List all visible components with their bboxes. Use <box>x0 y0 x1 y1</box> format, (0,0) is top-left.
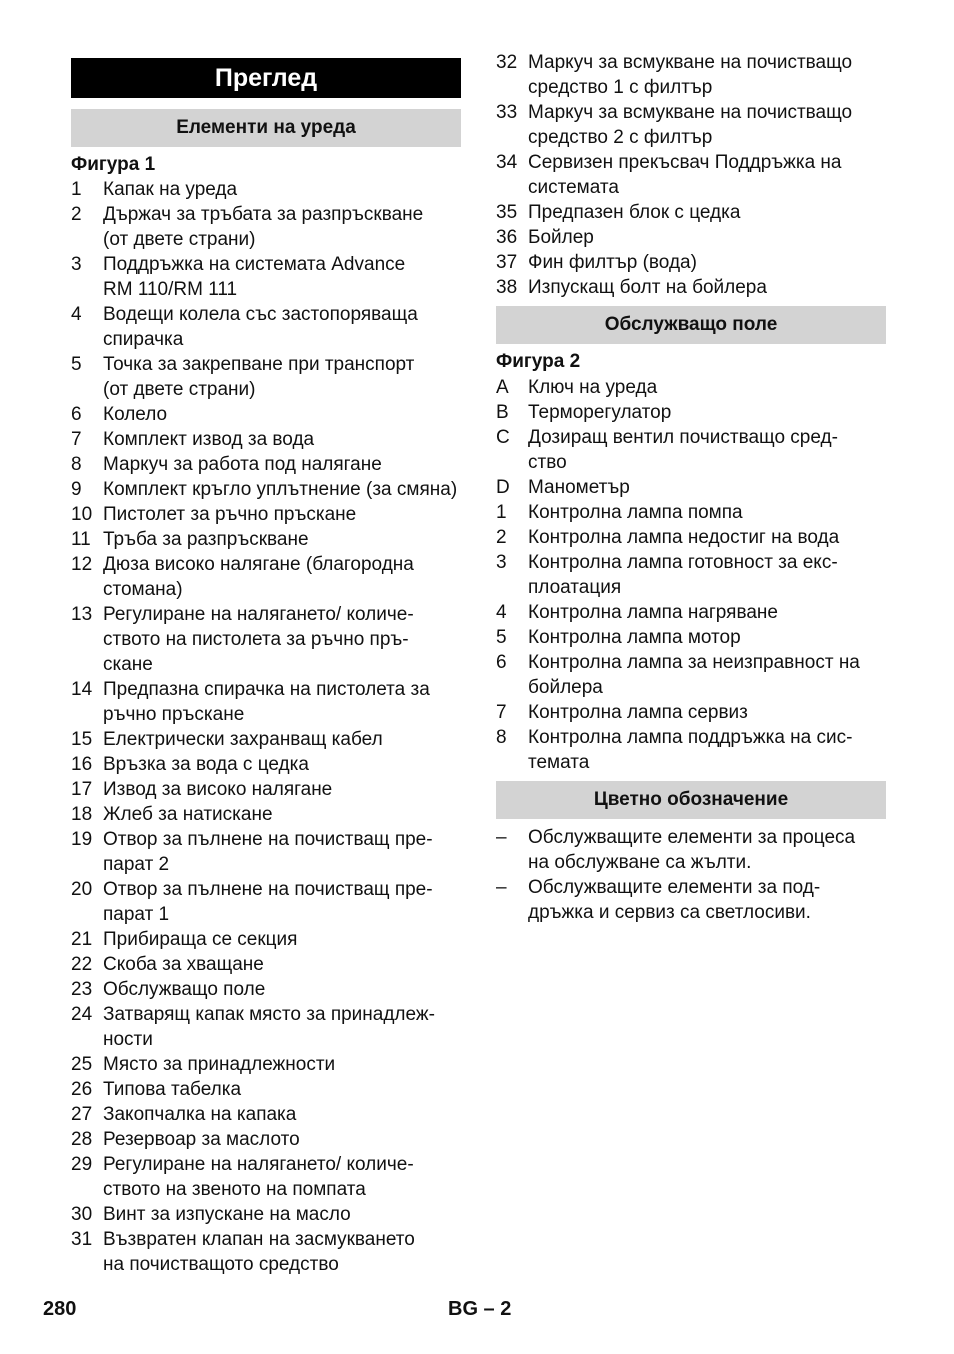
item-number: 5 <box>496 627 507 648</box>
item-number: 33 <box>496 102 518 123</box>
item-text: Отвор за пълнене на почистващ пре- парат 2 <box>103 829 433 875</box>
color-coding-list <box>496 825 886 925</box>
list-item <box>71 777 461 802</box>
list-item <box>496 600 886 625</box>
list-item <box>496 550 886 600</box>
item-text: Контролна лампа сервиз <box>528 702 748 723</box>
list-item <box>496 225 886 250</box>
item-number: 23 <box>71 979 93 1000</box>
item-text: Пистолет за ръчно пръскане <box>103 504 357 525</box>
item-number: 1 <box>71 179 82 200</box>
item-text: Предпазна спирачка на пистолета за ръчно пръскане <box>103 679 430 725</box>
item-number: 20 <box>71 879 93 900</box>
item-text: Маркуч за всмукване на почистващо средство 1 с филтър <box>528 52 853 98</box>
item-text: Извод за високо налягане <box>103 779 333 800</box>
figure-1-label: Фигура 1 <box>71 154 156 175</box>
list-item <box>496 875 886 925</box>
item-number: 6 <box>496 652 507 673</box>
item-number: 14 <box>71 679 93 700</box>
item-number: 9 <box>71 479 82 500</box>
list-item <box>71 502 461 527</box>
list-item <box>71 727 461 752</box>
list-item <box>71 427 461 452</box>
device-elements-list <box>71 177 461 1277</box>
item-text: Маркуч за работа под налягане <box>103 454 382 475</box>
item-number: 7 <box>71 429 82 450</box>
list-item <box>71 752 461 777</box>
item-number: 34 <box>496 152 518 173</box>
list-item <box>71 452 461 477</box>
list-item <box>496 200 886 225</box>
left-column <box>71 50 461 1277</box>
item-text: Винт за изпускане на масло <box>103 1204 351 1225</box>
item-text: Жлеб за натискане <box>103 804 273 825</box>
item-text: Контролна лампа нагряване <box>528 602 778 623</box>
item-text: Прибираща се секция <box>103 929 298 950</box>
right-column <box>496 50 886 925</box>
list-item <box>71 527 461 552</box>
item-text: Затварящ капак място за принадлеж- ности <box>103 1004 435 1050</box>
item-text: Дюза високо налягане (благородна стомана) <box>103 554 414 600</box>
list-item <box>71 1227 461 1277</box>
item-number: 1 <box>496 502 507 523</box>
item-text: Фин филтър (вода) <box>528 252 697 273</box>
item-text: Водещи колела със застопоряваща спирачка <box>103 304 418 350</box>
item-text: Държач за тръбата за разпръскване (от двете страни) <box>103 204 424 250</box>
item-number: 22 <box>71 954 93 975</box>
item-number: 7 <box>496 702 507 723</box>
item-text: Изпускащ болт на бойлера <box>528 277 767 298</box>
item-text: Регулиране на налягането/ количе- ството на пистолета за ръчно пръ- скане <box>103 604 414 675</box>
list-item <box>496 475 886 500</box>
list-item <box>496 100 886 150</box>
item-number: 17 <box>71 779 93 800</box>
list-item <box>71 952 461 977</box>
item-number: 24 <box>71 1004 93 1025</box>
device-elements-list-continued <box>496 50 886 300</box>
item-text: Регулиране на налягането/ количе- ството на звеното на помпата <box>103 1154 414 1200</box>
list-item <box>71 402 461 427</box>
section-heading-control-panel: Обслужващо поле <box>496 306 886 344</box>
item-text: Комплект кръгло уплътнение (за смяна) <box>103 479 458 500</box>
list-item <box>71 1077 461 1102</box>
list-item <box>71 1202 461 1227</box>
item-text: Отвор за пълнене на почистващ пре- парат 1 <box>103 879 433 925</box>
list-item <box>496 625 886 650</box>
item-number: D <box>496 477 510 498</box>
list-item <box>496 400 886 425</box>
item-text: Скоба за хващане <box>103 954 264 975</box>
item-text: Резервоар за маслото <box>103 1129 300 1150</box>
list-item <box>496 650 886 700</box>
list-item <box>496 50 886 100</box>
item-text: Манометър <box>528 477 630 498</box>
item-text: Тръба за разпръскване <box>103 529 309 550</box>
list-item <box>71 177 461 202</box>
item-number: 26 <box>71 1079 93 1100</box>
item-text: Предпазен блок с цедка <box>528 202 741 223</box>
item-number: 8 <box>71 454 82 475</box>
item-number: 6 <box>71 404 82 425</box>
item-number: 29 <box>71 1154 93 1175</box>
list-item <box>71 1152 461 1202</box>
item-text: Обслужващите елементи за процеса на обслужване са жълти. <box>528 827 856 873</box>
item-number: 25 <box>71 1054 93 1075</box>
control-panel-list <box>496 375 886 775</box>
item-text: Място за принадлежности <box>103 1054 336 1075</box>
list-item <box>496 150 886 200</box>
list-item <box>71 677 461 727</box>
item-text: Възвратен клапан на засмукването на почистващото средство <box>103 1229 415 1275</box>
list-item <box>496 525 886 550</box>
item-number: 8 <box>496 727 507 748</box>
list-item <box>71 802 461 827</box>
item-number: 35 <box>496 202 518 223</box>
item-text: Електрически захранващ кабел <box>103 729 383 750</box>
section-heading-device-elements: Елементи на уреда <box>71 109 461 147</box>
item-text: Терморегулатор <box>528 402 672 423</box>
item-text: Дозиращ вентил почистващо сред- ство <box>528 427 838 473</box>
item-text: Контролна лампа поддръжка на сис- темата <box>528 727 853 773</box>
list-item <box>71 1002 461 1052</box>
item-number: 13 <box>71 604 93 625</box>
list-item <box>71 977 461 1002</box>
item-text: Ключ на уреда <box>528 377 658 398</box>
item-text: Типова табелка <box>103 1079 242 1100</box>
item-number: C <box>496 427 510 448</box>
list-item <box>496 725 886 775</box>
item-number: 31 <box>71 1229 93 1250</box>
item-number: 21 <box>71 929 93 950</box>
item-text: Поддръжка на системата Advance RM 110/RM 111 <box>103 254 406 300</box>
item-number: 28 <box>71 1129 93 1150</box>
item-text: Сервизен прекъсвач Поддръжка на системата <box>528 152 842 198</box>
list-item <box>71 927 461 952</box>
item-number: 12 <box>71 554 93 575</box>
list-item <box>496 275 886 300</box>
page-title: Преглед <box>71 58 461 98</box>
item-number: 30 <box>71 1204 93 1225</box>
list-item <box>71 302 461 352</box>
item-text: Контролна лампа помпа <box>528 502 743 523</box>
item-number: 18 <box>71 804 93 825</box>
item-number: 2 <box>71 204 82 225</box>
list-item <box>496 500 886 525</box>
item-number: – <box>496 877 507 898</box>
list-item <box>71 827 461 877</box>
list-item <box>496 825 886 875</box>
item-number: 3 <box>496 552 507 573</box>
item-number: 4 <box>71 304 82 325</box>
item-number: 5 <box>71 354 82 375</box>
item-text: Контролна лампа недостиг на вода <box>528 527 840 548</box>
list-item <box>71 1052 461 1077</box>
item-text: Бойлер <box>528 227 594 248</box>
item-number: A <box>496 377 509 398</box>
section-code: BG – 2 <box>448 1298 512 1320</box>
item-number: – <box>496 827 507 848</box>
figure-2-label: Фигура 2 <box>496 351 581 372</box>
item-text: Комплект извод за вода <box>103 429 315 450</box>
item-number: 38 <box>496 277 518 298</box>
item-text: Контролна лампа готовност за екс- плоатация <box>528 552 838 598</box>
item-number: 32 <box>496 52 518 73</box>
item-text: Точка за закрепване при транспорт (от двете страни) <box>103 354 415 400</box>
item-text: Капак на уреда <box>103 179 238 200</box>
list-item <box>71 1102 461 1127</box>
list-item <box>71 552 461 602</box>
list-item <box>71 202 461 252</box>
item-number: 27 <box>71 1104 93 1125</box>
list-item <box>71 352 461 402</box>
item-text: Контролна лампа мотор <box>528 627 741 648</box>
list-item <box>496 425 886 475</box>
list-item <box>496 375 886 400</box>
list-item <box>71 877 461 927</box>
item-text: Връзка за вода с цедка <box>103 754 309 775</box>
item-number: 15 <box>71 729 93 750</box>
page-number: 280 <box>43 1298 77 1320</box>
item-text: Обслужващите елементи за под- дръжка и сервиз са светлосиви. <box>528 877 821 923</box>
item-number: 2 <box>496 527 507 548</box>
item-text: Маркуч за всмукване на почистващо средство 2 с филтър <box>528 102 853 148</box>
item-number: 37 <box>496 252 518 273</box>
list-item <box>71 602 461 677</box>
item-number: 10 <box>71 504 93 525</box>
list-item <box>496 250 886 275</box>
item-number: 19 <box>71 829 93 850</box>
list-item <box>496 700 886 725</box>
list-item <box>71 477 461 502</box>
item-number: B <box>496 402 509 423</box>
item-number: 16 <box>71 754 93 775</box>
item-number: 3 <box>71 254 82 275</box>
item-number: 4 <box>496 602 507 623</box>
item-text: Закопчалка на капака <box>103 1104 297 1125</box>
item-number: 36 <box>496 227 518 248</box>
item-number: 11 <box>71 529 91 550</box>
item-text: Контролна лампа за неизправност на бойлера <box>528 652 860 698</box>
item-text: Обслужващо поле <box>103 979 266 1000</box>
section-heading-color-coding: Цветно обозначение <box>496 781 886 819</box>
list-item <box>71 1127 461 1152</box>
item-text: Колело <box>103 404 168 425</box>
list-item <box>71 252 461 302</box>
